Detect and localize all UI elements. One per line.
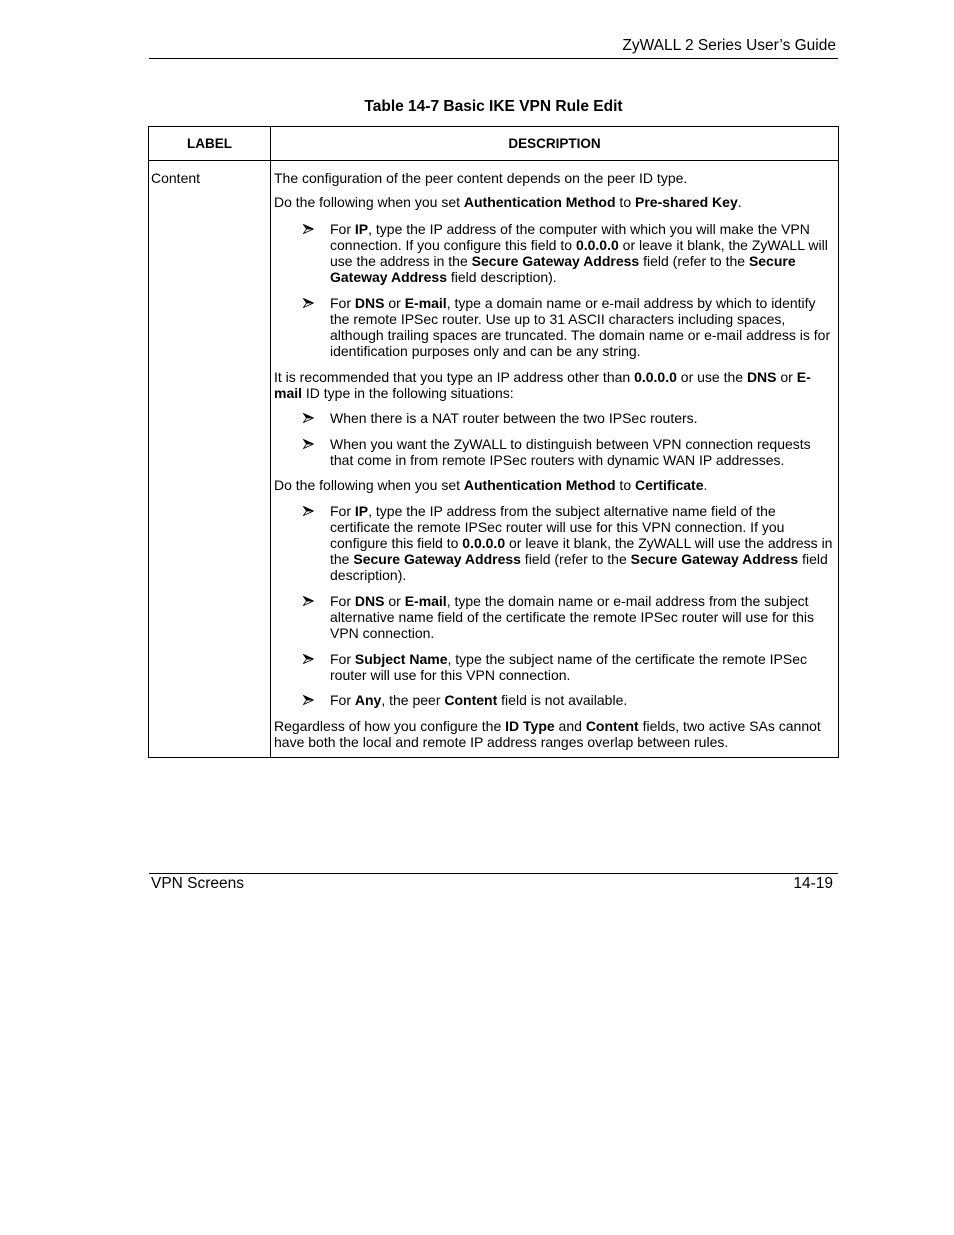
arrow-bullet-icon [303,506,314,516]
description-paragraph [274,170,837,186]
text-segment: or leave it blank, the ZyWALL will use the address in the [330,535,833,567]
description-paragraph [274,477,837,493]
arrow-bullet-icon [303,224,314,234]
text-segment: For [330,221,355,237]
text-segment: The configuration of the peer content depends on the peer ID type. [274,170,688,186]
text-segment: , the peer [381,692,445,708]
row-label-cell [149,161,271,757]
arrow-bullet-icon [303,413,314,423]
table-header-row [149,127,838,161]
bold-term: Subject Name [354,651,448,667]
footer-page-number: 14-19 [793,875,833,892]
bold-term: IP [354,503,369,519]
row-label: Content [151,170,201,186]
arrow-bullet-icon [303,298,314,308]
bullet-item [274,410,837,426]
table-caption: Table 14-7 Basic IKE VPN Rule Edit [364,98,623,115]
text-segment: or use the [676,369,747,385]
bullet-item [274,593,837,641]
bold-term: Certificate [635,477,704,493]
text-segment: field (refer to the [520,551,631,567]
bold-term: ID Type [505,718,555,734]
text-segment: , type the IP address of the computer with which you will make the VPN connection. If you configure this field to [330,221,810,253]
bold-term: DNS [746,369,777,385]
text-segment: or leave it blank, the ZyWALL will use the address in the [330,237,828,269]
running-header-title: ZyWALL 2 Series User’s Guide [622,37,836,54]
text-segment: Do the following when you set [274,477,464,493]
text-segment: and [554,718,586,734]
text-segment: For [330,503,355,519]
bold-term: E-mail [404,295,447,311]
row-description-cell [271,161,838,757]
bold-term: Authentication Method [463,194,616,210]
bold-term: Secure Gateway Address [353,551,521,567]
text-segment: to [615,477,636,493]
arrow-bullet-icon [303,654,314,664]
bold-term: 0.0.0.0 [634,369,677,385]
bold-term: 0.0.0.0 [462,535,506,551]
bullet-item [274,221,837,285]
arrow-bullet-icon [303,596,314,606]
bullet-item [274,295,837,359]
header-rule [149,58,838,59]
bold-term: Secure Gateway Address [630,551,799,567]
text-segment: ID type in the following situations: [302,385,514,401]
text-segment: When there is a NAT router between the two IPSec routers. [330,410,698,426]
vpn-rule-table [148,126,839,758]
text-segment: When you want the ZyWALL to distinguish between VPN connection requests that come in from remote IPSec routers with dynamic WAN IP addresses. [330,436,811,468]
footer-section-title: VPN Screens [151,875,245,892]
text-segment: field description). [446,269,557,285]
bold-term: Content [585,718,639,734]
text-segment: , type the subject name of the certificate the remote IPSec router will use for this VPN connection. [330,651,808,683]
text-segment: It is recommended that you type an IP address other than [274,369,635,385]
bullet-item [274,692,837,708]
bold-term: E-mail [274,369,811,401]
text-segment: fields, two active SAs cannot have both the local and remote IP address ranges overlap between rules. [274,718,821,750]
bullet-item [274,651,837,683]
text-segment: , type the IP address from the subject alternative name field of the certificate the remote IPSec router will use for this VPN connection. If you configure this field to [330,503,785,551]
bold-term: Secure Gateway Address [330,253,796,285]
text-segment: Do the following when you set [274,194,464,210]
text-segment: Regardless of how you configure the [274,718,506,734]
bullet-item [274,503,837,583]
bold-term: DNS [354,593,385,609]
text-segment: or [384,295,405,311]
text-segment: field (refer to the [639,253,749,269]
bold-term: 0.0.0.0 [575,237,619,253]
description-paragraph [274,369,837,401]
column-header-description: DESCRIPTION [508,136,601,151]
bold-term: E-mail [404,593,447,609]
arrow-bullet-icon [303,695,314,705]
text-segment: or [384,593,405,609]
bold-term: DNS [354,295,385,311]
text-segment: field is not available. [497,692,628,708]
bold-term: Pre-shared Key [635,194,738,210]
text-segment: For [330,295,355,311]
description-paragraph [274,194,837,210]
footer-rule [149,873,838,874]
text-segment: , type the domain name or e-mail address from the subject alternative name field of the certificate the remote IPSec router will use for this VPN connection. [330,593,815,641]
bold-term: Any [354,692,382,708]
bullet-item [274,436,837,468]
bold-term: IP [354,221,369,237]
text-segment: to [615,194,636,210]
text-segment: . [737,194,742,210]
text-segment: , type a domain name or e-mail address by which to identify the remote IPSec router. Use up to 31 ASCII characters including spaces, although trailing spaces are truncated. The domain name or e-mail address is for identification purposes only and can be any string. [330,295,831,359]
column-header-label: LABEL [149,127,271,160]
description-paragraph [274,718,837,750]
table-row [149,161,838,757]
bold-term: Authentication Method [463,477,616,493]
text-segment: For [330,593,355,609]
bold-term: Content [444,692,498,708]
text-segment: . [703,477,708,493]
text-segment: For [330,651,355,667]
text-segment: or [776,369,797,385]
text-segment: field description). [330,551,828,583]
bold-term: Secure Gateway Address [471,253,640,269]
text-segment: For [330,692,355,708]
arrow-bullet-icon [303,439,314,449]
